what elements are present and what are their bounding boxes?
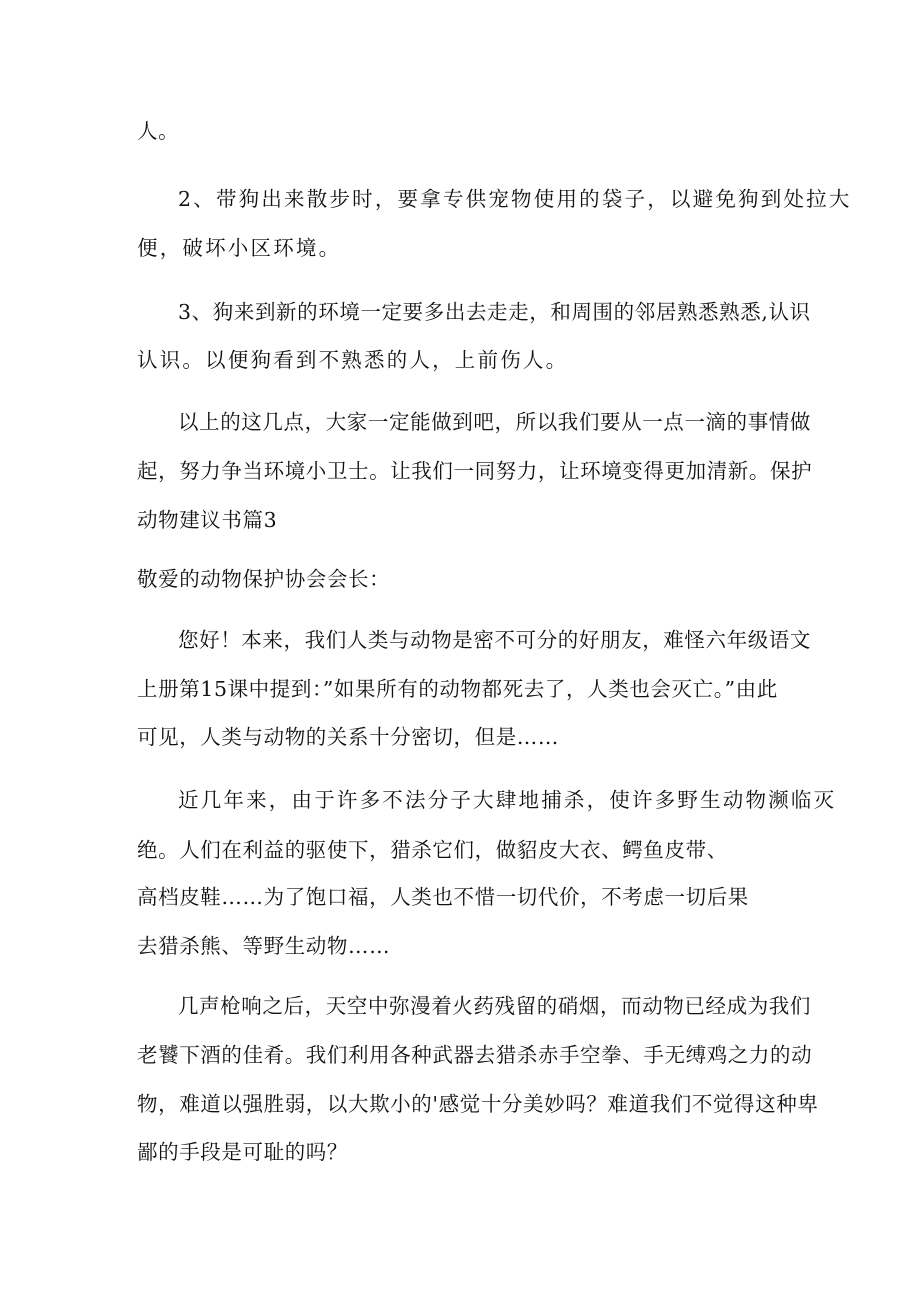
text-line: 鄙的手段是可耻的吗？ bbox=[137, 1140, 348, 1164]
text-line: 认识。以便狗看到不熟悉的人，上前伤人。 bbox=[137, 348, 569, 372]
text-line: 老饕下酒的佳肴。我们利用各种武器去猎杀赤手空拳、手无缚鸡之力的动 bbox=[137, 1043, 813, 1067]
text-line: 上册第15课中提到：”如果所有的动物都死去了，人类也会灭亡。”由此 bbox=[137, 677, 778, 701]
section-heading: 动物建议书篇3 bbox=[137, 508, 278, 532]
text-line: 人。 bbox=[137, 119, 180, 143]
text-line: 几声枪响之后，天空中弥漫着火药残留的硝烟，而动物已经成为我们 bbox=[178, 994, 811, 1018]
text-line: 绝。人们在利益的驱使下，猎杀它们，做貂皮大衣、鳄鱼皮带、 bbox=[137, 838, 728, 862]
text-line: 您好！本来，我们人类与动物是密不可分的好朋友，难怪六年级语文 bbox=[178, 628, 811, 652]
text-line: 起，努力争当环境小卫士。让我们一同努力，让环境变得更加清新。保护 bbox=[137, 459, 813, 483]
text-line: 物，难道以强胜弱，以大欺小的'感觉十分美妙吗？难道我们不觉得这种卑 bbox=[137, 1092, 819, 1116]
text-line: 可见，人类与动物的关系十分密切，但是…… bbox=[137, 725, 559, 749]
text-line: 去猎杀熊、等野生动物…… bbox=[137, 934, 391, 958]
text-line: 便，破坏小区环境。 bbox=[137, 236, 342, 260]
text-line: 高档皮鞋……为了饱口福，人类也不惜一切代价，不考虑一切后果 bbox=[137, 885, 749, 909]
text-line: 3、狗来到新的环境一定要多出去走走，和周围的邻居熟悉熟悉,认识 bbox=[178, 300, 811, 324]
text-line: 以上的这几点，大家一定能做到吧，所以我们要从一点一滴的事情做 bbox=[178, 410, 811, 434]
text-line: 近几年来，由于许多不法分子大肆地捕杀，使许多野生动物濒临灭 bbox=[178, 788, 837, 812]
text-line: 2、带狗出来散步时，要拿专供宠物使用的袋子，以避免狗到处拉大 bbox=[178, 187, 852, 211]
salutation: 敬爱的动物保护协会会长： bbox=[137, 567, 391, 591]
